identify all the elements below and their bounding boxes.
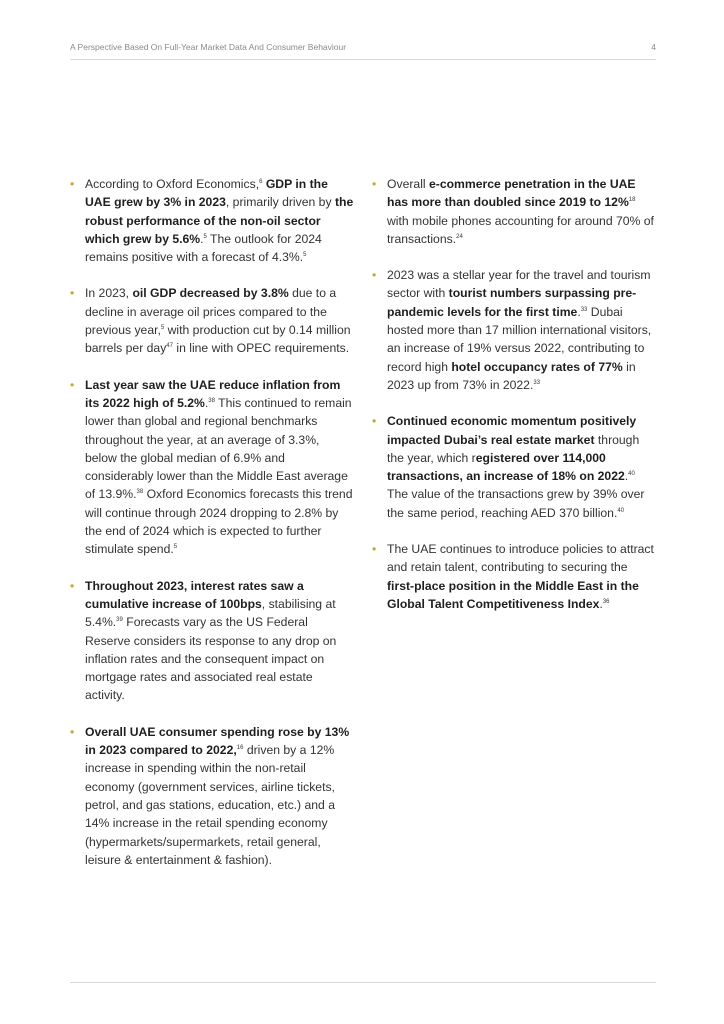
footnote-ref: 5 [173,544,178,551]
bullet-marker: • [372,414,377,429]
page-number: 4 [651,42,656,52]
body-text: In 2023, [85,286,133,301]
bold-text: e-commerce penetration in the UAE has more than doubled since 2019 to 12% [387,177,636,210]
body-text: with mobile phones accounting for around 70% of transactions. [387,213,654,246]
body-text: The value of the transactions grew by 39% over the same period, reaching AED 370 billion. [387,487,645,520]
footnote-ref: 40 [628,471,635,478]
footnote-ref: 40 [617,507,625,514]
bold-text: first-place position in the Middle East in the Global Talent Competitiveness Index [387,578,639,611]
bullet-item [372,412,656,522]
header-bar [70,38,656,58]
body-text: . [200,231,204,246]
bullet-item [70,376,354,559]
footnote-ref: 16 [236,745,244,752]
footnote-ref: 24 [456,233,463,240]
footer-divider [70,982,656,983]
right-column [372,175,656,631]
bold-text: tourist numbers surpassing pre-pandemic levels for the first time [387,286,637,319]
bullet-item [372,540,656,613]
bold-text: hotel occupancy rates of 77% [451,359,623,374]
bullet-marker: • [70,578,75,593]
bullet-item [70,175,354,266]
body-text: Overall [387,177,429,191]
body-text: According to Oxford Economics, [85,177,260,191]
bold-text: the robust performance of the non-oil sector which grew by 5.6% [85,195,354,246]
bullet-item [372,175,656,248]
body-text: . [624,469,629,484]
bold-text: Continued economic momentum positively impacted Dubai’s real estate market [387,414,637,447]
bullet-item [372,266,656,394]
bullet-marker: • [70,286,75,301]
footnote-ref: 38 [208,397,215,404]
bold-text: Overall UAE consumer spending rose by 13% in 2023 compared to 2022, [85,724,350,758]
bullet-item [70,577,354,705]
footnote-ref: 33 [533,379,541,386]
body-text: with production cut by 0.14 million barrels per day [85,323,351,356]
body-text: in 2023 up from 73% in 2022. [387,359,636,392]
footnote-ref: 6 [259,179,263,185]
bullet-marker: • [372,268,377,283]
footnote-ref: 38 [136,489,144,496]
body-text: driven by a 12% increase in spending within the non-retail economy (government services, airline tickets, petrol, and gas stations, education, etc.) and a 14% increase in the retail spending economy (hypermarkets/supermarkets, retail general, leisure & entertainment & fashion). [85,743,336,867]
bold-text: GDP in the UAE grew by 3% in 2023 [85,177,328,210]
footnote-ref: 5 [303,252,307,259]
bold-text: Throughout 2023, interest rates saw a cumulative increase of 100bps [85,578,304,611]
body-text: 2023 was a stellar year for the travel and tourism sector with [387,268,651,301]
body-text: . [599,596,603,611]
bold-text: Last year saw the UAE reduce inflation from its 2022 high of 5.2% [85,377,341,410]
bullet-item [70,284,354,357]
body-text: , stabilising at 5.4%. [85,596,336,630]
bullet-marker: • [70,177,75,191]
body-text: The outlook for 2024 remains positive with a forecast of 4.3%. [85,231,322,265]
footnote-ref: 18 [628,197,636,204]
footnote-ref: 47 [166,343,173,350]
body-text: This continued to remain lower than global and regional benchmarks throughout the year, at an average of 3.3%, below the global median of 6.9% and considerably lower than the Middle East average of 13.9%. [85,395,352,502]
body-text: . [204,395,209,410]
bullet-marker: • [70,377,75,392]
body-text: in line with OPEC requirements. [172,341,350,356]
footnote-ref: 39 [116,617,123,624]
body-text: . [577,304,581,319]
bullet-marker: • [70,724,75,739]
header-divider [70,59,656,60]
document-title: A Perspective Based On Full-Year Market Data And Consumer Behaviour [70,42,347,52]
bold-text: egistered over 114,000 transactions, an increase of 18% on 2022 [387,450,625,484]
bullet-item [70,723,354,869]
body-text: Oxford Economics forecasts this trend will continue through 2024 dropping to 2.8% by the end of 2024 which is expected to further stimulate spend. [85,487,353,557]
body-text: through the year, which r [387,432,640,465]
footnote-ref: 33 [580,306,588,313]
bullet-marker: • [372,177,377,191]
body-text: Dubai hosted more than 17 million international visitors, an increase of 19% versus 2022, contributing to record high [387,304,652,374]
footnote-ref: 36 [602,598,610,605]
footnote-ref: 5 [203,233,207,240]
body-text: Forecasts vary as the US Federal Reserve considers its response to any drop on inflation rates and the consequent impact on mortgage rates and associated real estate activity. [85,615,337,703]
body-text: The UAE continues to introduce policies to attract and retain talent, contributing to securing the [387,542,654,575]
left-column [70,175,354,887]
body-text: , primarily driven by [225,195,335,210]
bullet-marker: • [372,542,377,557]
bold-text: oil GDP decreased by 3.8% [132,286,289,301]
footnote-ref: 5 [160,325,165,332]
body-text: due to a decline in average oil prices compared to the previous year, [85,286,337,338]
